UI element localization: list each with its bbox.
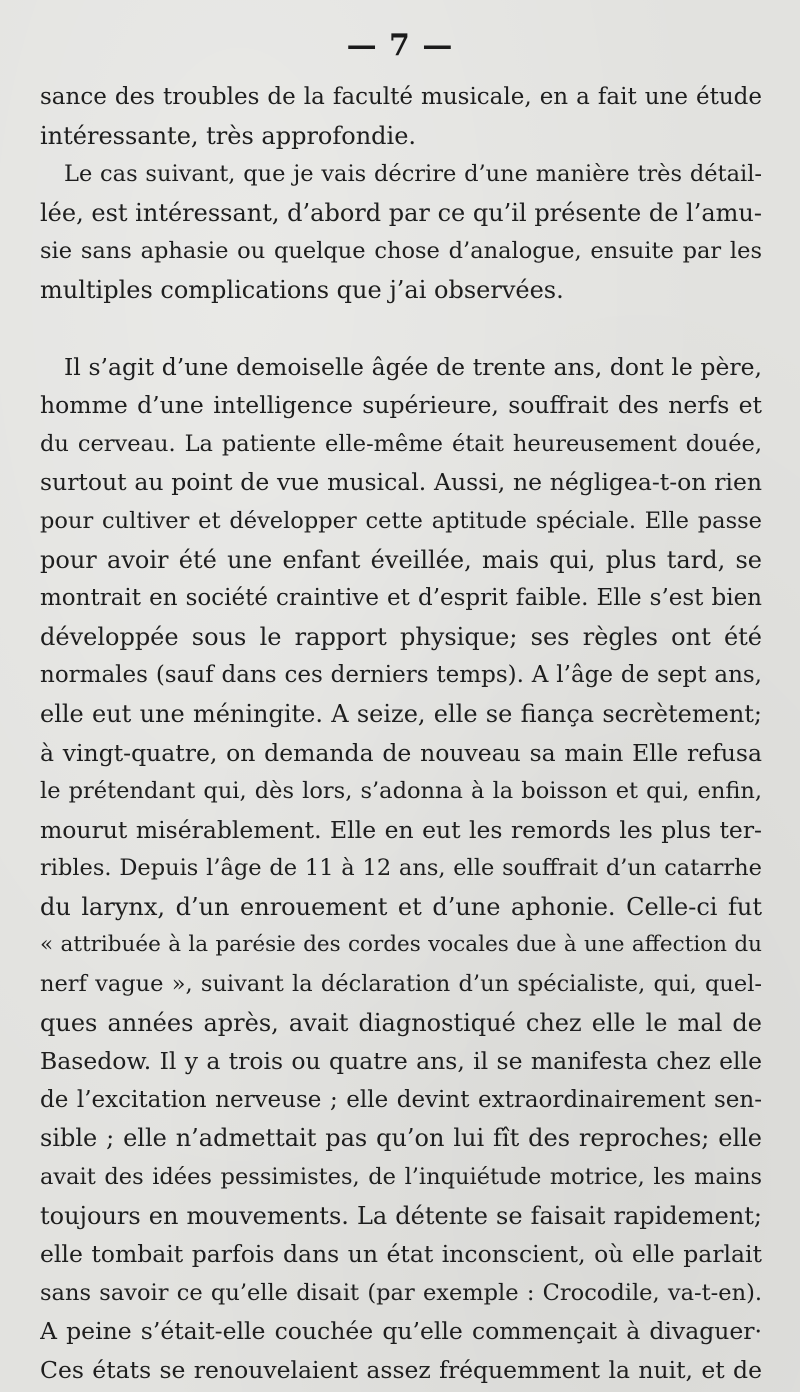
- text-line: avait des idées pessimistes, de l’inquiétude motrice, les mains: [40, 1164, 762, 1191]
- text-line: sans savoir ce qu’elle disait (par exemple : Crocodile, va-t-en).: [40, 1279, 762, 1306]
- text-line: toujours en mouvements. La détente se faisait rapidement;: [40, 1201, 762, 1230]
- text-line: intéressante, très approfondie.: [40, 121, 417, 150]
- text-line: « attribuée à la parésie des cordes vocales due à une affection du: [40, 932, 762, 958]
- text-line: sible ; elle n’admettait pas qu’on lui fît des reproches; elle: [40, 1124, 762, 1153]
- text-line: pour avoir été une enfant éveillée, mais qui, plus tard, se: [40, 545, 762, 574]
- paragraph: [40, 155, 762, 309]
- section-break: [40, 310, 762, 348]
- text-line: montrait en société craintive et d’esprit faible. Elle s’est bien: [40, 585, 762, 612]
- text-line: Le cas suivant, que je vais décrire d’une manière très détail-: [64, 161, 762, 188]
- text-line: pour cultiver et développer cette aptitude spéciale. Elle passe: [40, 507, 762, 534]
- text-line: nerf vague », suivant la déclaration d’un spécialiste, qui, quel-: [40, 971, 762, 998]
- text-line: multiples complications que j’ai observées.: [40, 275, 564, 304]
- text-line: Il s’agit d’une demoiselle âgée de trente ans, dont le père,: [64, 352, 762, 381]
- text-line: ques années après, avait diagnostiqué chez elle le mal de: [40, 1008, 762, 1037]
- text-line: homme d’une intelligence supérieure, souffrait des nerfs et: [40, 391, 762, 420]
- text-line: A peine s’était-elle couchée qu’elle commençait à divaguer·: [40, 1317, 762, 1346]
- body-text: [40, 78, 762, 1390]
- text-line: lée, est intéressant, d’abord par ce qu’il présente de l’amu-: [40, 198, 762, 227]
- text-line: le prétendant qui, dès lors, s’adonna à la boisson et qui, enfin,: [40, 778, 762, 805]
- text-line: sie sans aphasie ou quelque chose d’analogue, ensuite par les: [40, 238, 762, 265]
- text-line: du larynx, d’un enrouement et d’une aphonie. Celle-ci fut: [40, 892, 762, 921]
- text-line: à vingt-quatre, on demanda de nouveau sa main Elle refusa: [40, 738, 762, 767]
- text-line: normales (sauf dans ces derniers temps). A l’âge de sept ans,: [40, 662, 762, 689]
- text-line: elle eut une méningite. A seize, elle se fiança secrètement;: [40, 699, 762, 728]
- text-line: elle tombait parfois dans un état inconscient, où elle parlait: [40, 1240, 762, 1269]
- paragraph-continued: [40, 78, 762, 155]
- text-line: Ces états se renouvelaient assez fréquemment la nuit, et de: [40, 1356, 762, 1384]
- text-line: Basedow. Il y a trois ou quatre ans, il se manifesta chez elle: [40, 1047, 762, 1076]
- page-number: — 7 —: [346, 28, 454, 63]
- text-line: du cerveau. La patiente elle-même était heureusement douée,: [40, 430, 762, 457]
- text-line: de l’excitation nerveuse ; elle devint extraordinairement sen-: [40, 1086, 762, 1113]
- text-line: sance des troubles de la faculté musicale, en a fait une étude: [40, 84, 762, 110]
- paragraph: [40, 348, 762, 1390]
- text-line: surtout au point de vue musical. Aussi, ne négligea-t-on rien: [40, 468, 762, 497]
- text-line: mourut misérablement. Elle en eut les remords les plus ter-: [40, 815, 762, 844]
- text-line: développée sous le rapport physique; ses règles ont été: [40, 622, 762, 651]
- text-line: ribles. Depuis l’âge de 11 à 12 ans, elle souffrait d’un catarrhe: [40, 855, 762, 882]
